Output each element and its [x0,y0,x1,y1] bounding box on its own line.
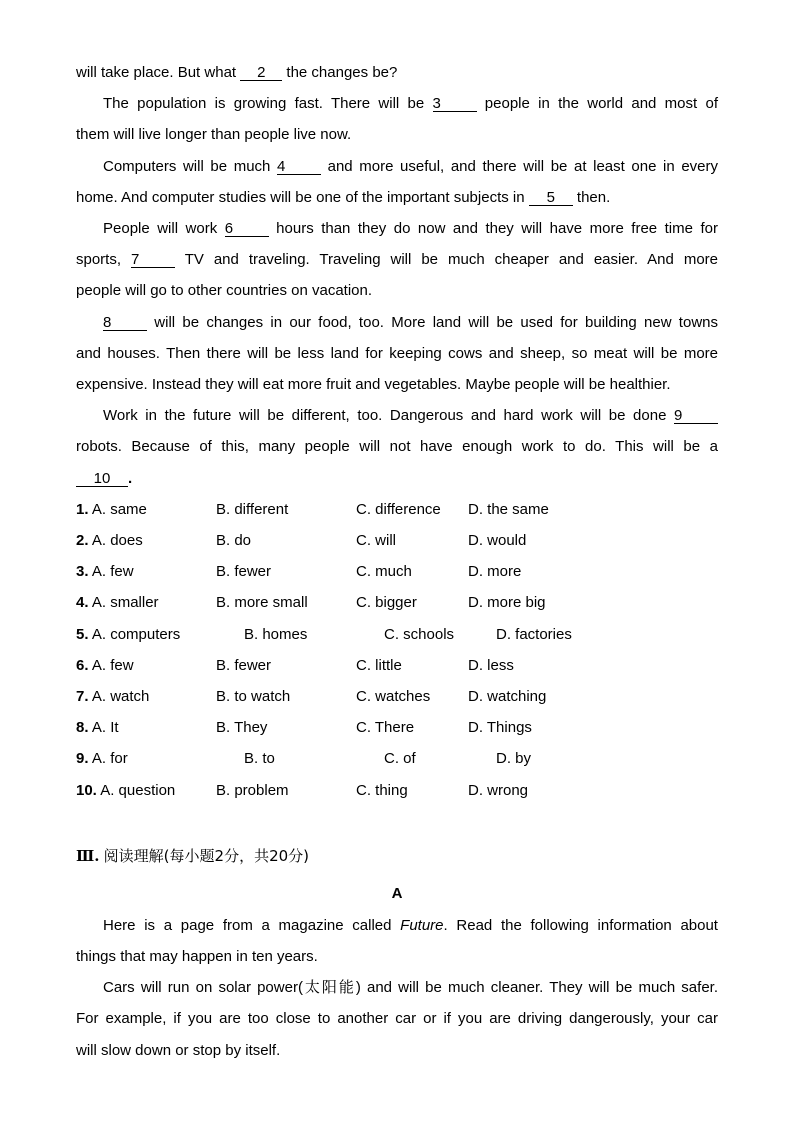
question-number: 8. [76,719,89,736]
option-c: C. difference [356,501,441,518]
question-row [76,782,718,800]
text: TV and traveling. Traveling will be much cheaper and easier. And more [175,251,718,268]
question-number: 10. [76,782,97,799]
text: The population is growing fast. There will be [103,95,433,112]
blank-3: 3 [433,96,477,112]
cloze-line-5 [76,189,718,207]
blank-8: 8 [103,315,147,331]
section-numeral: Ⅲ. [76,847,100,865]
passage-line-3: Cars will run on solar power(太阳能) and will be much cleaner. They will be much safer. [103,979,718,996]
blank-4: 4 [277,159,321,175]
option-d: D. by [496,750,532,767]
option-c: C. watches [356,688,431,705]
section-title: 阅读理解(每小题2分，共20分) [103,847,310,865]
passage-line-5: will slow down or stop by itself. [76,1042,281,1059]
option-b: B. different [216,501,289,518]
text: . Read the following information about [443,917,718,934]
option-d: D. wrong [468,782,529,799]
option-a: A. watch [91,688,150,705]
option-c: C. will [356,532,396,549]
section-heading [76,847,309,866]
question-row [76,719,718,737]
option-d: D. Things [468,719,532,736]
text: will be changes in our food, too. More land will be used for building new towns [147,314,718,331]
option-b: B. do [216,532,252,549]
text: sports, [76,251,131,268]
question-number: 9. [76,750,89,767]
text: will take place. But what [76,64,241,81]
option-a: A. computers [91,626,181,643]
option-c: C. schools [384,626,455,643]
text: and more useful, and there will be at least one in every [321,158,718,175]
question-number: 5. [76,626,89,643]
cloze-line-13: robots. Because of this, many people will not have enough work to do. This will be a [76,438,718,455]
option-d: D. less [468,657,514,674]
magazine-title: Future [400,917,444,934]
question-number: 2. [76,532,89,549]
question-row [76,594,718,612]
option-c: C. of [384,750,416,767]
option-d: D. the same [468,501,549,518]
text: then. [572,189,611,206]
question-number: 4. [76,594,89,611]
option-c: C. There [356,719,415,736]
text: hours than they do now and they will have more free time for [268,220,718,237]
option-b: B. to [244,750,275,767]
option-b: B. fewer [216,563,272,580]
question-row [76,532,718,550]
question-number: 3. [76,563,89,580]
cloze-line-6 [76,220,718,238]
option-b: B. problem [216,782,289,799]
cloze-line-4 [76,158,718,176]
cloze-line-11: expensive. Instead they will eat more fruit and vegetables. Maybe people will be healthier. [76,376,671,393]
cloze-line-3: them will live longer than people live now. [76,126,352,143]
passage-line-4: For example, if you are too close to another car or if you are driving dangerously, your car [76,1010,718,1027]
blank-7: 7 [131,252,175,268]
option-a: A. does [91,532,143,549]
cloze-line-10: and houses. Then there will be less land for keeping cows and sheep, so meat will be more [76,345,718,362]
option-c: C. little [356,657,402,674]
option-b: B. more small [216,594,308,611]
text: . [128,470,133,487]
option-a: A. smaller [91,594,159,611]
cloze-line-9 [76,314,718,332]
question-number: 6. [76,657,89,674]
question-row [76,657,718,675]
question-row [76,750,718,768]
passage-line-1 [76,917,718,935]
text: People will work [103,220,225,237]
option-c: C. thing [356,782,408,799]
option-d: D. more big [468,594,546,611]
cloze-line-1 [76,64,718,82]
option-d: D. more [468,563,522,580]
option-d: D. would [468,532,527,549]
blank-5: 5 [529,190,573,206]
blank-10: 10 [76,471,128,487]
text: Computers will be much [103,158,277,175]
text: the changes be? [282,64,398,81]
option-d: D. watching [468,688,547,705]
option-a: A. for [91,750,128,767]
cloze-line-14 [76,470,718,488]
option-b: B. fewer [216,657,272,674]
option-b: B. to watch [216,688,291,705]
text: Here is a page from a magazine called [103,917,401,934]
text: home. And computer studies will be one of the important subjects in [76,189,529,206]
blank-2: 2 [240,65,282,81]
question-row [76,626,718,644]
option-a: A. question [100,782,176,799]
text: people in the world and most of [476,95,718,112]
option-d: D. factories [496,626,572,643]
option-a: A. same [91,501,147,518]
question-number: 7. [76,688,89,705]
passage-line-2: things that may happen in ten years. [76,948,318,965]
option-a: A. few [91,657,134,674]
passage-label: A [391,885,403,902]
blank-9: 9 [674,408,718,424]
question-row [76,563,718,581]
cloze-line-2 [76,95,718,113]
question-row [76,501,718,519]
option-a: A. few [91,563,134,580]
cloze-line-8: people will go to other countries on vacation. [76,282,373,299]
option-c: C. much [356,563,412,580]
question-number: 1. [76,501,89,518]
option-b: B. They [216,719,268,736]
option-c: C. bigger [356,594,417,611]
option-b: B. homes [244,626,308,643]
blank-6: 6 [225,221,269,237]
text: Work in the future will be different, too. Dangerous and hard work will be done [103,407,674,424]
question-row [76,688,718,706]
cloze-line-12 [76,407,718,425]
cloze-line-7 [76,251,718,269]
option-a: A. It [91,719,119,736]
